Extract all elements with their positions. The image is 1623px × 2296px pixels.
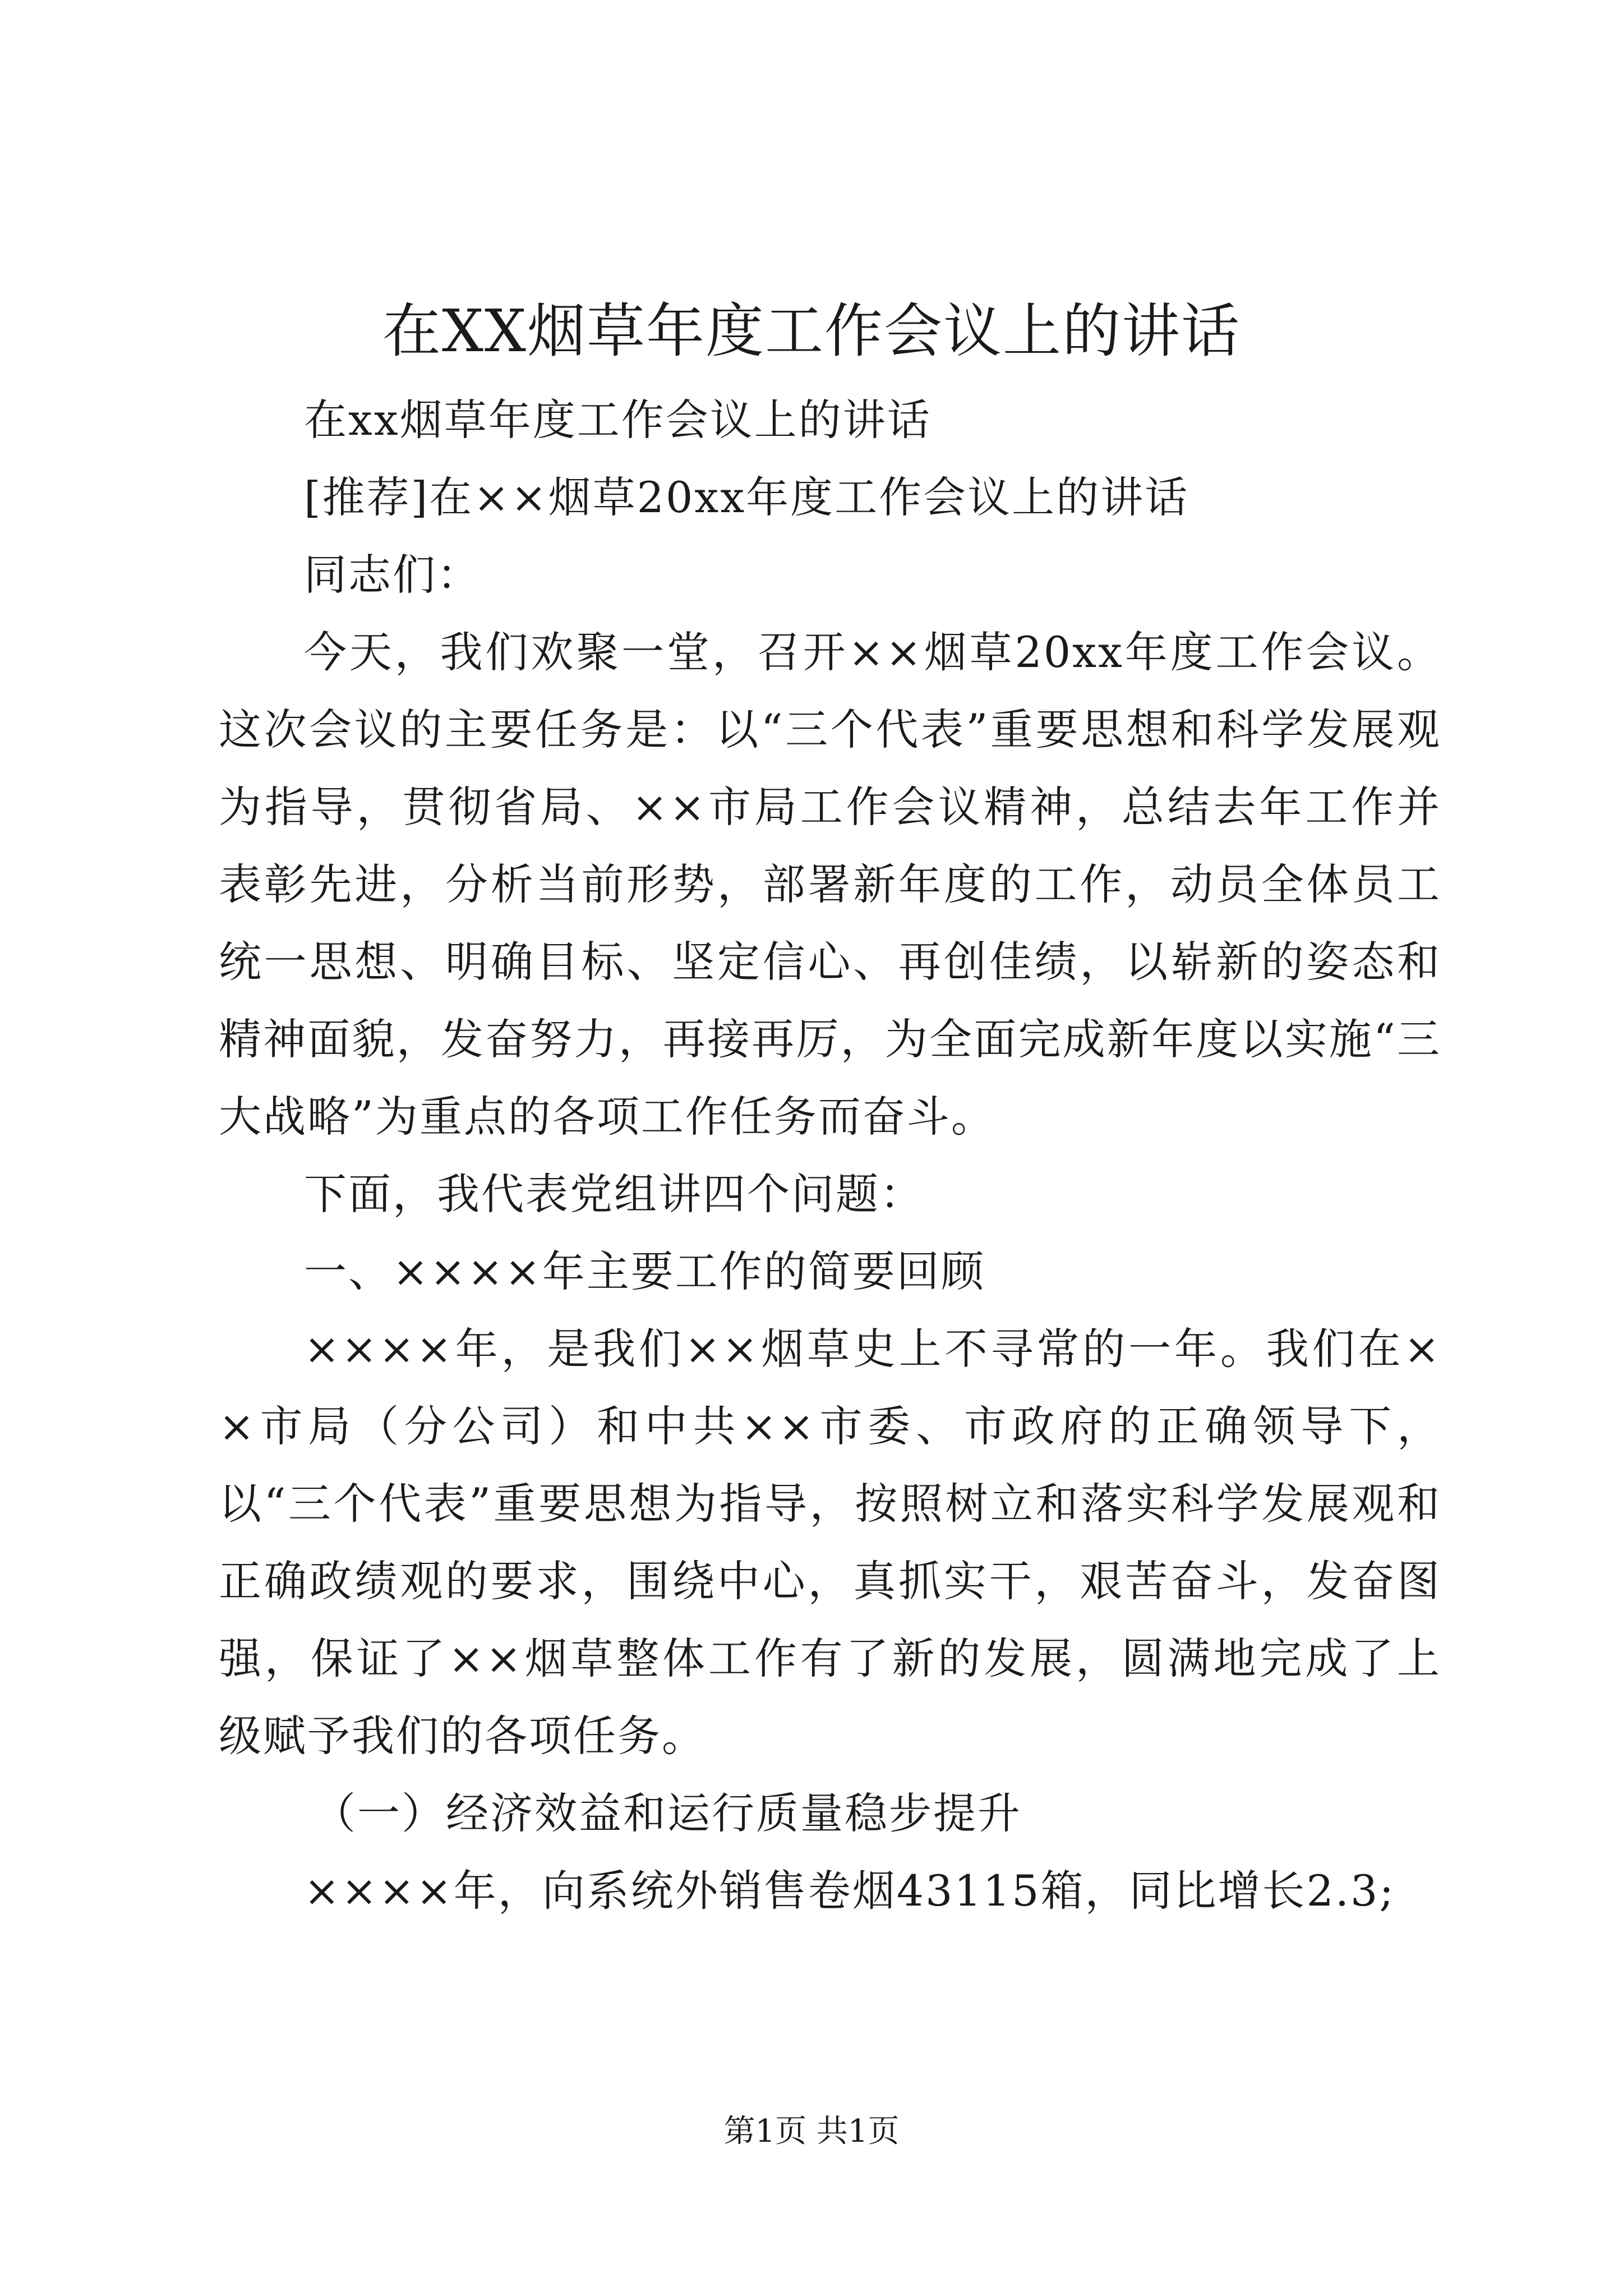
subtitle-paragraph: 在xx烟草年度工作会议上的讲话 <box>304 395 932 445</box>
section-heading: 一、××××年主要工作的简要回顾 <box>304 1246 985 1296</box>
document-title: 在XX烟草年度工作会议上的讲话 <box>382 297 1241 365</box>
recommended-title-paragraph: [推荐]在××烟草20xx年度工作会议上的讲话 <box>304 472 1189 522</box>
document-body <box>219 381 1441 1930</box>
salutation-paragraph: 同志们： <box>304 550 481 600</box>
body-paragraph: 下面，我代表党组讲四个问题： <box>304 1169 924 1219</box>
body-paragraph: 今天，我们欢聚一堂，召开××烟草20xx年度工作会议。这次会议的主要任务是：以“三个代表”重要思想和科学发展观为指导，贯彻省局、××市局工作会议精神，总结去年工作并表彰先进，分析当前形势，部署新年度的工作，动员全体员工统一思想、明确目标、坚定信心、再创佳绩，以崭新的姿态和精神面貌，发奋努力，再接再厉，为全面完成新年度以实施“三大战略”为重点的各项工作任务而奋斗。 <box>219 627 1441 1142</box>
body-paragraph: ××××年，是我们××烟草史上不寻常的一年。我们在××市局（分公司）和中共××市委、市政府的正确领导下，以“三个代表”重要思想为指导，按照树立和落实科学发展观和正确政绩观的要求，围绕中心，真抓实干，艰苦奋斗，发奋图强，保证了××烟草整体工作有了新的发展，圆满地完成了上级赋予我们的各项任务。 <box>219 1324 1441 1761</box>
page-footer: 第1页 共1页 <box>723 2113 900 2150</box>
subsection-heading: （一）经济效益和运行质量稳步提升 <box>313 1788 1022 1838</box>
body-paragraph: ××××年，向系统外销售卷烟43115箱，同比增长2.3; <box>304 1866 1395 1916</box>
